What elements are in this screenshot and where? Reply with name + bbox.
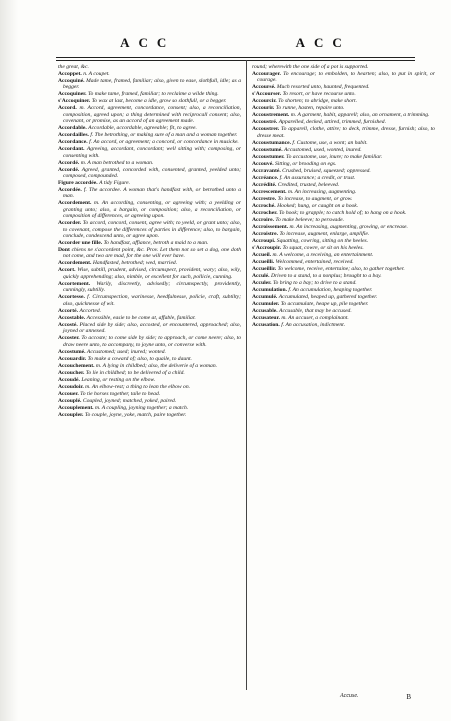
page-header [60, 34, 411, 52]
dictionary-entry [58, 220, 241, 239]
entry-definition: Coupled, joyned; matched, yoked, paired. [82, 397, 177, 404]
entry-definition: Accustomed; used; inured; wonted. [86, 348, 166, 355]
entry-definition: Squatting, cowring, sitting on the heeles. [276, 237, 369, 244]
entry-headword: Accusable. [252, 307, 278, 314]
entry-headword: Accordement. [58, 260, 92, 267]
dictionary-entry [58, 125, 241, 131]
entry-definition: f. The accordee. A woman that's handfast with, or betrothed unto a man. [63, 187, 241, 200]
entry-definition: m. An elbow-rest; a thing to lean the elbow on. [85, 383, 191, 390]
entry-definition: To make a coward of; also, to quaile, to daunt. [87, 355, 192, 362]
entry-definition: To increase, augment, enlarge, amplifie. [279, 230, 370, 237]
dictionary-entry [58, 412, 241, 418]
entry-headword: s'Accourser. [252, 91, 282, 98]
entry-headword: Accoquiner. [58, 91, 87, 98]
entry-definition: Accessible, easie to be come at, affable, familiar. [86, 314, 196, 321]
dictionary-entry [252, 287, 435, 293]
entry-headword: Accordé. [58, 159, 80, 166]
dictionary-entry [252, 322, 435, 328]
entry-headword: Accoustumance. [252, 139, 291, 146]
catchword: Accuse. [340, 693, 359, 699]
left-column [58, 64, 241, 689]
entry-headword: Accorté. [58, 307, 79, 314]
entry-headword: Accostumé. [58, 348, 86, 355]
dictionary-entry [58, 64, 241, 70]
dictionary-entry [252, 259, 435, 265]
entry-headword: Accueillir. [252, 265, 277, 272]
dictionary-entry [58, 91, 241, 97]
entry-headword: Accoustrement. [252, 112, 290, 119]
entry-headword: Accusateur. [252, 314, 280, 321]
dictionary-entry [252, 154, 435, 160]
dictionary-entry [252, 245, 435, 251]
entry-definition: To hook; to grapple; to catch hold of; to hang on a hook. [279, 209, 407, 216]
entry-definition: To apparell, clothe, attire; to deck, trimme, dresse, furnish; also, to dresse meat. [257, 126, 435, 139]
entry-definition: Agreeing, accordant, concordant; well sitting with; composing, or consenting with. [63, 146, 241, 159]
dictionary-entry [252, 112, 435, 118]
dictionary-entry [58, 260, 241, 266]
entry-definition: Wise, subtill, prudent, advised, circumspect, provident, wary; also, wily, quickly apprehending; also, nimble, or excellent for such, pollicie, cunning. [63, 267, 241, 280]
entry-definition: Apparelled, decked, attired, trimmed, furnished. [278, 119, 386, 126]
entry-definition: Agreed, granted, concorded with, consented, granted, yeelded unto; composed, compounded. [63, 166, 241, 180]
right-column [252, 64, 435, 689]
entry-headword: Accordailles. [58, 132, 89, 139]
entry-headword: Accoudé. [58, 376, 80, 383]
entry-definition: To encourage; to embolden, to hearten; also, to put in spirit, or courage. [257, 71, 435, 84]
entry-definition: To bring to a bay; to drive to a stand. [272, 279, 357, 286]
entry-definition: m. A welcome, a receiving, an entertainment. [272, 251, 374, 258]
entry-headword: Accueilli. [252, 258, 275, 265]
page-spine-shadow [0, 0, 18, 721]
entry-headword: Accrescement. [252, 188, 287, 195]
column-divider [246, 60, 247, 690]
dictionary-entry [58, 98, 241, 104]
dictionary-entry [58, 370, 241, 376]
entry-headword: Accrédité. [252, 181, 277, 188]
dictionary-entry [58, 356, 241, 362]
entry-definition: To runne, hasten, repaire unto. [275, 105, 345, 112]
dictionary-entry [252, 231, 435, 237]
dictionary-entry [58, 398, 241, 404]
dictionary-entry [58, 322, 241, 335]
entry-headword: Accortement. [58, 280, 91, 287]
entry-headword: Accordance. [58, 139, 88, 146]
entry-headword: Accroire. [252, 216, 275, 223]
entry-definition: f. An assurance; a credit, or trust. [279, 174, 356, 181]
entry-headword: Accouchement. [58, 362, 95, 369]
entry-definition: Warily, discreetly, advisedly; circumspectly, providently, cunningly, subtilly. [63, 280, 241, 294]
entry-headword: Accroissement. [252, 223, 289, 230]
dictionary-entry [58, 363, 241, 369]
entry-headword: Accordée. [58, 187, 82, 194]
dictionary-entry [252, 91, 435, 97]
entry-headword: Dont [58, 247, 70, 254]
entry-definition: To accustome, use, inure; to make familiar. [285, 153, 383, 160]
entry-definition: Credited, trusted, beleeved. [277, 181, 340, 188]
entry-headword: Accroupi. [252, 237, 276, 244]
entry-definition: Accordable, accordable, agreeable; fit, to agree. [88, 125, 197, 132]
entry-definition: f. An accusation, indictment. [281, 321, 346, 328]
dictionary-entry [252, 84, 435, 90]
entry-definition: Welcommed, entertained, received. [275, 258, 354, 265]
entry-definition: To wax at last, become a idle, grow so slothfull, or a begger. [91, 98, 227, 105]
entry-headword: Accoupler. [58, 411, 84, 418]
entry-definition: Accusable, that may be accused. [279, 307, 352, 314]
entry-definition: m. An accuser, a complainant. [281, 314, 349, 321]
dictionary-entry [58, 146, 241, 159]
entry-headword: Accrestre. [252, 195, 277, 202]
entry-definition: m. An according, consenting, or agreeing with; a yeelding or granting unto; also, a bargain, or composition; also, a reconciliation, or composition of differences, or agreeing upon. [63, 200, 241, 220]
dictionary-entry [252, 301, 435, 307]
entry-definition: Driven to a stand, to a nonplus; brought to a bay. [270, 272, 382, 279]
dictionary-entry [58, 315, 241, 321]
entry-headword: Accroistre. [252, 230, 279, 237]
entry-headword: Accorder une fille. [58, 240, 103, 247]
dictionary-entry [58, 349, 241, 355]
entry-headword: Accumulation. [252, 286, 287, 293]
dictionary-entry [252, 168, 435, 174]
entry-definition: Sitting, or brooding on egs. [275, 160, 337, 167]
entry-headword: Accouplement. [58, 404, 94, 411]
entry-definition: round; wherewith the one side of a pot is supported. [252, 64, 369, 70]
entry-headword: Accortesse. [58, 294, 85, 301]
entry-headword: Accumuler. [252, 300, 280, 307]
entry-definition: m. A lying in childbed; also, the deliverie of a woman. [95, 362, 218, 369]
entry-headword: Accoucher. [58, 369, 85, 376]
entry-definition: Placed side by side; also, accosted, or encountered, approached; also, joyned or annexed. [63, 321, 241, 335]
entry-headword: Accumulé. [252, 293, 278, 300]
entry-headword: Accoquiné. [58, 78, 85, 84]
entry-headword: Accueil. [252, 251, 272, 258]
entry-headword: Accostable. [58, 314, 86, 321]
dictionary-entry [252, 280, 435, 286]
entry-headword: Acculer. [252, 279, 272, 286]
dictionary-entry [252, 294, 435, 300]
entry-definition: m. A garment, habit, apparell; also, an ornament, a trimming. [290, 112, 430, 119]
dictionary-entry [252, 140, 435, 146]
entry-definition: f. Custome, use, a wont; an habit. [292, 139, 368, 146]
entry-headword: Accouardir. [58, 355, 87, 362]
entry-definition: To accumulate, heape up, pile together. [280, 300, 369, 307]
entry-headword: Accordable. [58, 125, 87, 132]
entry-headword: Accoustumé. [252, 146, 283, 153]
entry-definition: f. An accumulation, heaping together. [288, 286, 373, 293]
entry-definition: m. Accord, agreement, concordance, consent; also, a reconciliation, composition, agreed upon; a thing determined with reciprocall consent; also, covenant, or promise, as an accord of an agreement made. [63, 105, 241, 125]
entry-definition: To accord, concord, consent, agree with; to yeeld, or grant unto; also, to covenant, compose the differences of parties in difference; also, to bargain, conclude, condescend unto, or agree upon. [63, 220, 241, 240]
dictionary-entry [58, 281, 241, 294]
dictionary-entry [252, 217, 435, 223]
dictionary-entry [58, 294, 241, 307]
entry-definition: m. A man betrothed to a woman. [80, 159, 154, 166]
entry-definition: To welcome, receive, entertaine; also, to gather together. [277, 265, 405, 272]
entry-headword: Figure accordée. [58, 180, 98, 187]
dictionary-entry [58, 132, 241, 138]
dictionary-entry [252, 203, 435, 209]
entry-headword: Accourager. [252, 71, 281, 77]
dictionary-entry [58, 105, 241, 124]
dictionary-entry [252, 196, 435, 202]
entry-definition: Hooked; hung, or caught on a hook. [277, 202, 359, 209]
dictionary-entry [252, 175, 435, 181]
dictionary-entry [58, 240, 241, 246]
entry-headword: Accord. [58, 105, 77, 112]
dictionary-entry [252, 238, 435, 244]
entry-headword: Accourir. [252, 105, 275, 112]
dictionary-entry [58, 139, 241, 145]
entry-definition: To handfast, affiance, betroth a maid to a man. [103, 240, 209, 247]
header-rule [56, 57, 415, 58]
entry-definition: To couple, joyne, yoke, match, paire together. [84, 411, 187, 418]
dictionary-entry [58, 71, 241, 77]
dictionary-entry [58, 384, 241, 390]
dictionary-entry [58, 377, 241, 383]
header-right-guideword: ACC [295, 35, 351, 50]
entry-headword: Accréance. [252, 174, 279, 181]
dictionary-entry [58, 78, 241, 91]
entry-headword: Accoudoir. [58, 383, 84, 390]
entry-headword: Accoster. [58, 335, 80, 342]
entry-definition: Handfasted, betrothed; wed, married. [92, 260, 178, 267]
entry-definition: To lie in childbed; to be delivered of a child. [85, 369, 185, 376]
header-rule-double [56, 60, 415, 61]
dictionary-entry [252, 64, 435, 70]
dictionary-entry [252, 273, 435, 279]
dictionary-entry [252, 119, 435, 125]
entry-headword: Accordant. [58, 146, 85, 153]
dictionary-entry [58, 391, 241, 397]
entry-headword: Accordé. [58, 166, 80, 173]
entry-definition: chiens ne s'accordent point, &c. Prov. Let them not so set a dog, one doth not come, and two are mad, for the one will ever have. [63, 247, 241, 260]
dictionary-entry [58, 335, 241, 348]
dictionary-entry [252, 210, 435, 216]
entry-headword: Acculé. [252, 272, 270, 279]
entry-definition: f. An accord, or agreement; a concord, or concordance in musicke. [89, 139, 239, 146]
entry-definition: To accoste; to come side by side; to approach, or come neere; also, to draw neere unto, to accompany, to joyne unto, or converse with. [63, 335, 241, 348]
entry-definition: m. An increasing, augmenting. [287, 188, 357, 195]
dictionary-entry [252, 182, 435, 188]
entry-headword: s'Accoquiner. [58, 98, 91, 105]
entry-definition: m. An increasing, augmenting, growing, or encrease. [289, 223, 408, 230]
entry-headword: s'Accroupir. [252, 244, 282, 251]
dictionary-entry [252, 126, 435, 139]
entry-definition: m. A coupling, joyning together; a match. [94, 404, 189, 411]
entry-headword: Accroché. [252, 202, 276, 209]
entry-definition: Leaning, or resting on the elbow. [81, 376, 156, 383]
entry-definition: Much resorted unto, haunted, frequented. [276, 84, 370, 91]
entry-definition: To make beleeve; to perswade. [275, 216, 345, 223]
entry-definition: To squat, cowre, or sit on his heeles. [282, 244, 364, 251]
entry-definition: n. A coupet. [83, 71, 110, 77]
entry-definition: To tie horses together, taile to head. [80, 390, 161, 397]
entry-definition: A tidy Figure. [99, 180, 130, 187]
dictionary-entry [58, 405, 241, 411]
dictionary-entry [252, 315, 435, 321]
dictionary-entry [252, 252, 435, 258]
dictionary-entry [58, 167, 241, 180]
dictionary-entry [252, 147, 435, 153]
dictionary-entry [58, 267, 241, 280]
dictionary-entry [252, 98, 435, 104]
entry-headword: Accusation. [252, 321, 280, 328]
entry-headword: Accravanté. [252, 167, 281, 174]
entry-definition: Accumulated, heaped up, gathered together. [278, 293, 378, 300]
entry-definition: Accorted. [79, 307, 102, 314]
dictionary-entry [58, 180, 241, 186]
entry-headword: Accoustré. [252, 119, 278, 126]
entry-definition: To increase, to augment, or grow. [277, 195, 353, 202]
entry-headword: Accoustrer. [252, 126, 280, 133]
entry-headword: Accouvé. [252, 160, 274, 167]
dictionary-entry [252, 189, 435, 195]
dictionary-entry [58, 308, 241, 314]
entry-definition: Crushed, bruised, squeezed; oppressed. [282, 167, 371, 174]
dictionary-entry [252, 71, 435, 84]
entry-headword: Accosté. [58, 321, 78, 328]
entry-headword: Accouer. [58, 390, 79, 397]
entry-definition: the great, &c. [58, 64, 89, 70]
entry-definition: To make tame, framed, familiar; to reclaime a wilde thing. [87, 91, 219, 98]
dictionary-entry [58, 187, 241, 200]
dictionary-entry [252, 105, 435, 111]
entry-headword: Accouplé. [58, 397, 82, 404]
entry-headword: Accordement. [58, 200, 92, 207]
dictionary-entry [58, 247, 241, 260]
entry-headword: Accort. [58, 267, 76, 274]
entry-headword: Accoursé. [252, 84, 276, 91]
entry-headword: Accoustumer. [252, 153, 285, 160]
dictionary-entry [252, 161, 435, 167]
dictionary-entry [58, 160, 241, 166]
signature-mark: B [406, 693, 411, 701]
entry-definition: f. The betrothing, or making sure of a man and a woman together. [90, 132, 238, 139]
header-left-guideword: ACC [120, 35, 176, 50]
entry-definition: Accustomed, used, wonted, inured. [284, 146, 362, 153]
entry-headword: Accoppet. [58, 71, 82, 77]
dictionary-entry [252, 224, 435, 230]
entry-headword: Accrocher. [252, 209, 278, 216]
dictionary-entry [58, 200, 241, 219]
entry-definition: f. Circumspection, warinesse, heedfulnesse, policie, craft, subtilty; also, quicknesse of wit. [63, 294, 241, 307]
entry-definition: To resort, or have recourse unto. [282, 91, 356, 98]
entry-headword: Accourcir. [252, 98, 277, 105]
entry-definition: To shorten; to abridge, make short. [278, 98, 357, 105]
entry-definition: Made tame, framed, familiar; also, given to ease, slothfull, idle; as a begger. [63, 78, 241, 91]
entry-headword: Accorder. [58, 220, 82, 227]
dictionary-entry [252, 266, 435, 272]
dictionary-entry [252, 308, 435, 314]
